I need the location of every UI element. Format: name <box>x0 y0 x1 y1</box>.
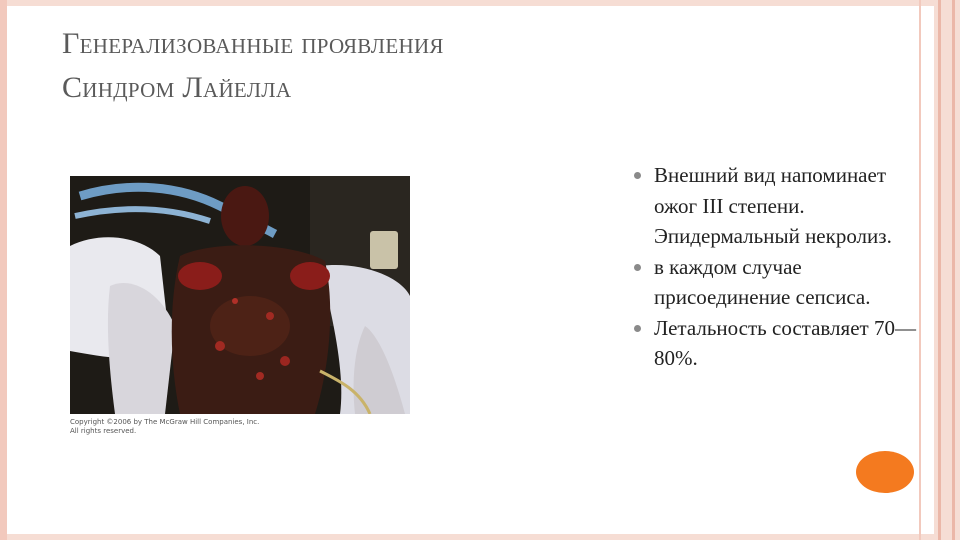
decorative-orange-circle <box>856 451 914 493</box>
frame-top-border <box>0 0 960 6</box>
bullet-item <box>634 252 934 313</box>
bullet-icon <box>634 172 641 179</box>
frame-right-stripe <box>952 0 955 540</box>
frame-bottom-border <box>0 534 960 540</box>
slide-title <box>62 22 444 110</box>
bullet-text: в каждом случае присоединение сепсиса. <box>654 254 871 309</box>
clinical-photo-illustration <box>70 176 410 414</box>
copyright-line-2: All rights reserved. <box>70 427 137 435</box>
bullet-icon <box>634 325 641 332</box>
image-copyright <box>70 418 310 436</box>
bullet-icon <box>634 264 641 271</box>
bullet-item <box>634 313 934 374</box>
copyright-line-1: Copyright ©2006 by The McGraw Hill Companies, Inc. <box>70 418 260 426</box>
title-line-1: Генерализованные проявления <box>62 27 444 60</box>
title-line-2: Синдром Лайелла <box>62 71 292 104</box>
bullet-text: Летальность составляет 70—80%. <box>654 315 916 370</box>
bullet-list <box>634 160 934 374</box>
frame-right-stripe <box>938 0 941 540</box>
bullet-text: Внешний вид напоминает ожог III степени. Эпидермальный некролиз. <box>654 163 892 248</box>
bullet-item <box>634 160 934 252</box>
frame-left-border <box>0 0 7 540</box>
clinical-photo <box>70 176 410 414</box>
